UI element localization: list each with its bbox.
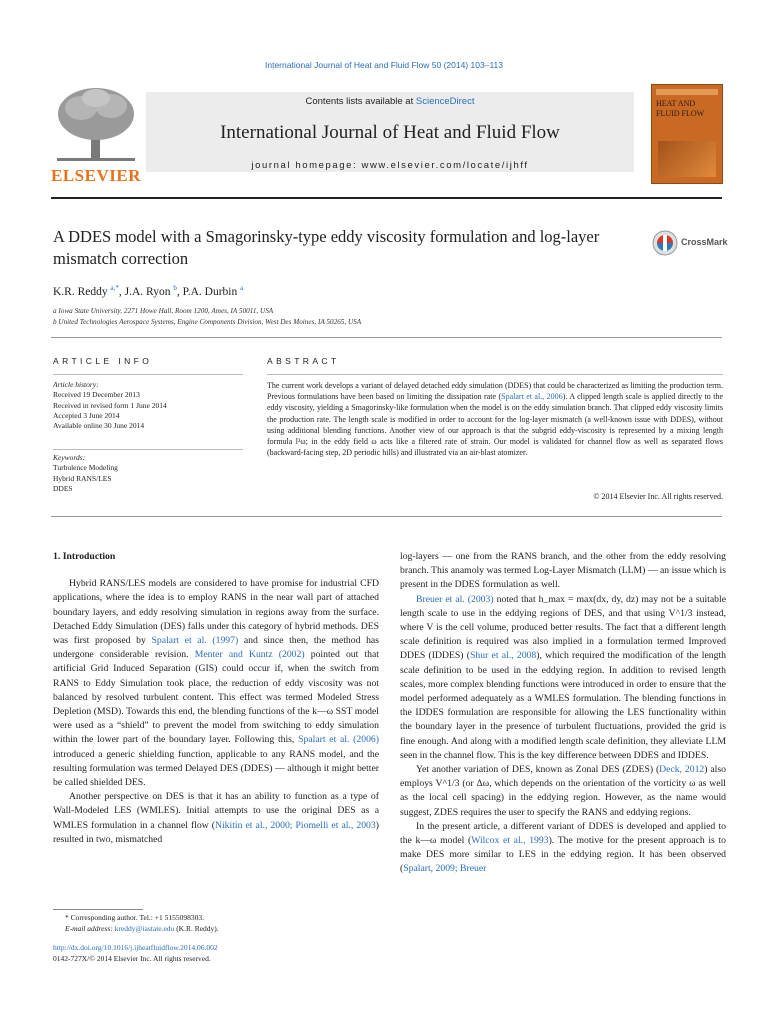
affiliation-a: a Iowa State University, 2271 Howe Hall, Room 1200, Ames, IA 50011, USA	[53, 307, 274, 315]
reference-link[interactable]: Nikitin et al., 2000; Piomelli et al., 2003	[214, 819, 376, 831]
history-item: Received in revised form 1 June 2014	[53, 400, 167, 410]
divider	[51, 337, 722, 338]
contents-line: Contents lists available at ScienceDirect	[305, 96, 475, 107]
footnote-rule	[53, 909, 143, 910]
sciencedirect-link[interactable]: ScienceDirect	[415, 96, 475, 107]
article-history: Article history: Received 19 December 2013 Received in revised form 1 June 2014 Accepted 3 June 2014 Available online 30 June 2014	[53, 380, 243, 431]
paragraph: In the present article, a different variant of DDES is developed and applied to the k—ω model (Wilcox et al., 1993). The motive for the present approach is to make DES more similar to LES in the eddying region. It has been observed (Spalart, 2009; Breuer	[400, 820, 727, 875]
crossmark-label: CrossMark	[681, 237, 728, 247]
divider	[51, 516, 722, 517]
affiliation-b: b United Technologies Aerospace Systems, Engine Components Division, West Des Moines, IA 50265, USA	[53, 318, 362, 326]
divider	[53, 374, 243, 375]
article-info-heading: ARTICLE INFO	[53, 356, 153, 366]
reference-link[interactable]: Spalart et al. (1997)	[151, 635, 239, 647]
email-link[interactable]: kreddy@iastate.edu	[114, 924, 175, 933]
history-item: Available online 30 June 2014	[53, 421, 145, 431]
divider	[53, 449, 243, 450]
paragraph: Hybrid RANS/LES models are considered to have promise for industrial CFD applications, where the idea is to employ RANS in the near wall part of attached boundary layers, and eddy resolving simulation in regions away from the surface. Detached Eddy Simulation (DES) falls under this category of hybrid methods. DES was first proposed by Spalart et al. (1997) and since then, the method has undergone considerable revision. Menter and Kuntz (2002) pointed out that artificial Grid Induced Separation (GIS) could occur if, when the switch from RANS to Eddy Simulation took place, the reduction of eddy viscosity was not balanced by resolved turbulent content. This effect was termed Modeled Stress Depletion (MSD). Towards this end, the blending functions of the k—ω SST model were used as a “shield” to prevent the model from switching to eddy simulation within the lower part of the boundary layer. Following this, Spalart et al. (2006) introduced a generic shielding function, applicable to any RANS model, and the resulting formulation was termed Delayed DES (DDES) — although it might better be called shielded DES.	[53, 578, 380, 789]
keyword: DDES	[53, 483, 73, 493]
crossmark-badge[interactable]	[652, 229, 732, 257]
paragraph: Breuer et al. (2003) noted that h_max = max(dx, dy, dz) may not be a suitable length scale to use in the eddying regions of DES, and that using V^1/3 instead, where V is the cell volume, produced better results. The fact that a different length scale definition is required was also implied in a formulation termed Improved DDES (IDDES) (Shur et al., 2008), which required the modification of the length scale definition to be used in the eddying region. In addition to revised length scales, more complex blending functions were introduced in order to ensure that the model performed adequately as a WMLES formulation. The blending functions in the IDDES formulation are responsible for allowing the LES functionality within the boundary layer in the presence of turbulent fluctuations, provided the grid is fine enough. And along with a modified length scale definition, they alleviate LLM seen in the channel flow. This is the key difference between DDES and IDDES.	[400, 593, 727, 761]
paragraph: log-layers — one from the RANS branch, and the other from the eddy resolving branch. This anamoly was termed Log-Layer Mismatch (LLM) — an issue which is present in the DDES formulation as well.	[400, 551, 726, 591]
cover-title: HEAT AND FLUID FLOW	[656, 99, 705, 118]
journal-cover-image	[651, 84, 723, 184]
section-heading: 1. Introduction	[53, 551, 116, 562]
abstract-heading: ABSTRACT	[267, 356, 340, 366]
elsevier-logo	[51, 84, 141, 184]
doi-block	[53, 942, 218, 964]
journal-citation: International Journal of Heat and Fluid Flow 50 (2014) 103–113	[265, 60, 503, 70]
divider	[267, 374, 723, 375]
corresponding-author: * Corresponding author. Tel.: +1 5155098303.	[65, 913, 204, 922]
reference-link[interactable]: Shur et al., 2008	[470, 650, 537, 662]
reference-link[interactable]: Menter and Kuntz (2002)	[194, 649, 305, 661]
journal-homepage[interactable]: journal homepage: www.elsevier.com/locate/ijhff	[251, 160, 529, 171]
author-name[interactable]: J.A. Ryon	[124, 285, 171, 298]
elsevier-wordmark: ELSEVIER	[51, 166, 141, 185]
author-name[interactable]: K.R. Reddy	[53, 285, 108, 298]
paragraph: Another perspective on DES is that it has an ability to function as a type of Wall-Modeled LES (WMLES). Initial attempts to use the original DES as a WMLES formulation in a channel flow (Nikitin et al., 2000; Piomelli et al., 2003) resulted in two, mismatched	[53, 791, 379, 845]
email-line: E-mail address: kreddy@iastate.edu (K.R. Reddy).	[65, 924, 219, 933]
keyword: Turbulence Modeling	[53, 463, 118, 473]
issn-line: 0142-727X/© 2014 Elsevier Inc. All rights reserved.	[53, 954, 211, 963]
footnote	[53, 912, 379, 934]
history-item: Received 19 December 2013	[53, 390, 140, 400]
journal-title: International Journal of Heat and Fluid Flow	[220, 122, 560, 143]
keyword: Hybrid RANS/LES	[53, 473, 112, 483]
reference-link[interactable]: Spalart et al., 2006	[501, 392, 563, 402]
reference-link[interactable]: Spalart et al. (2006)	[298, 734, 379, 746]
reference-link[interactable]: Deck, 2012	[659, 764, 705, 776]
header-rule	[51, 197, 722, 199]
keywords: Keywords: Turbulence Modeling Hybrid RANS/LES DDES	[53, 453, 243, 494]
paper-title: A DDES model with a Smagorinsky-type eddy viscosity formulation and log-layer mismatch correction	[53, 227, 600, 268]
journal-header	[51, 84, 722, 192]
author-name[interactable]: P.A. Durbin	[182, 285, 238, 298]
author-list: K.R. Reddy $^{a,*}$, J.A. Ryon $^b$, P.A. Durbin $^a$	[53, 284, 244, 298]
paragraph: Yet another variation of DES, known as Zonal DES (ZDES) (Deck, 2012) also employs V^1/3 (or Δω, which depends on the orientation of the vorticity ω as well as the local cell spacing) in the eddying region. However, as the name would suggest, ZDES requires the user to specify the RANS and eddying regions.	[400, 764, 726, 818]
history-item: Accepted 3 June 2014	[53, 410, 120, 420]
abstract-copyright: © 2014 Elsevier Inc. All rights reserved.	[593, 492, 723, 501]
body-column-left	[53, 550, 379, 847]
body-column-right	[400, 550, 726, 877]
reference-link[interactable]: Breuer et al. (2003)	[416, 593, 494, 605]
reference-link[interactable]: Wilcox et al., 1993	[471, 835, 549, 847]
reference-link[interactable]: Spalart, 2009; Breuer	[403, 863, 487, 875]
doi-link[interactable]: http://dx.doi.org/10.1016/j.ijheatfluidflow.2014.06.002	[53, 943, 218, 952]
abstract-text: The current work develops a variant of delayed detached eddy simulation (DDES) that could be characterized as limiting the production term. Previous formulations have been based on limiting the dissipation rate (Spalart et al., 2006). A clipped length scale is applied directly to the eddy viscosity, yielding a Smagorinsky-like formulation when the model is on the eddy simulation branch. That clipped eddy viscosity limits the production rate. The length scale is modified in order to account for the log-layer mismatch (a well-known issue with DDES), without using additional blending functions. Another view of our approach is that the subgrid eddy-viscosity is represented by a mixing length formula l²ω; in the eddy field ω acts like a filtered rate of strain. Our model is validated for channel flow as well as separated flows (backward-facing step, 2D periodic hills) and illustrated via an air-blast atomizer.	[267, 381, 724, 458]
